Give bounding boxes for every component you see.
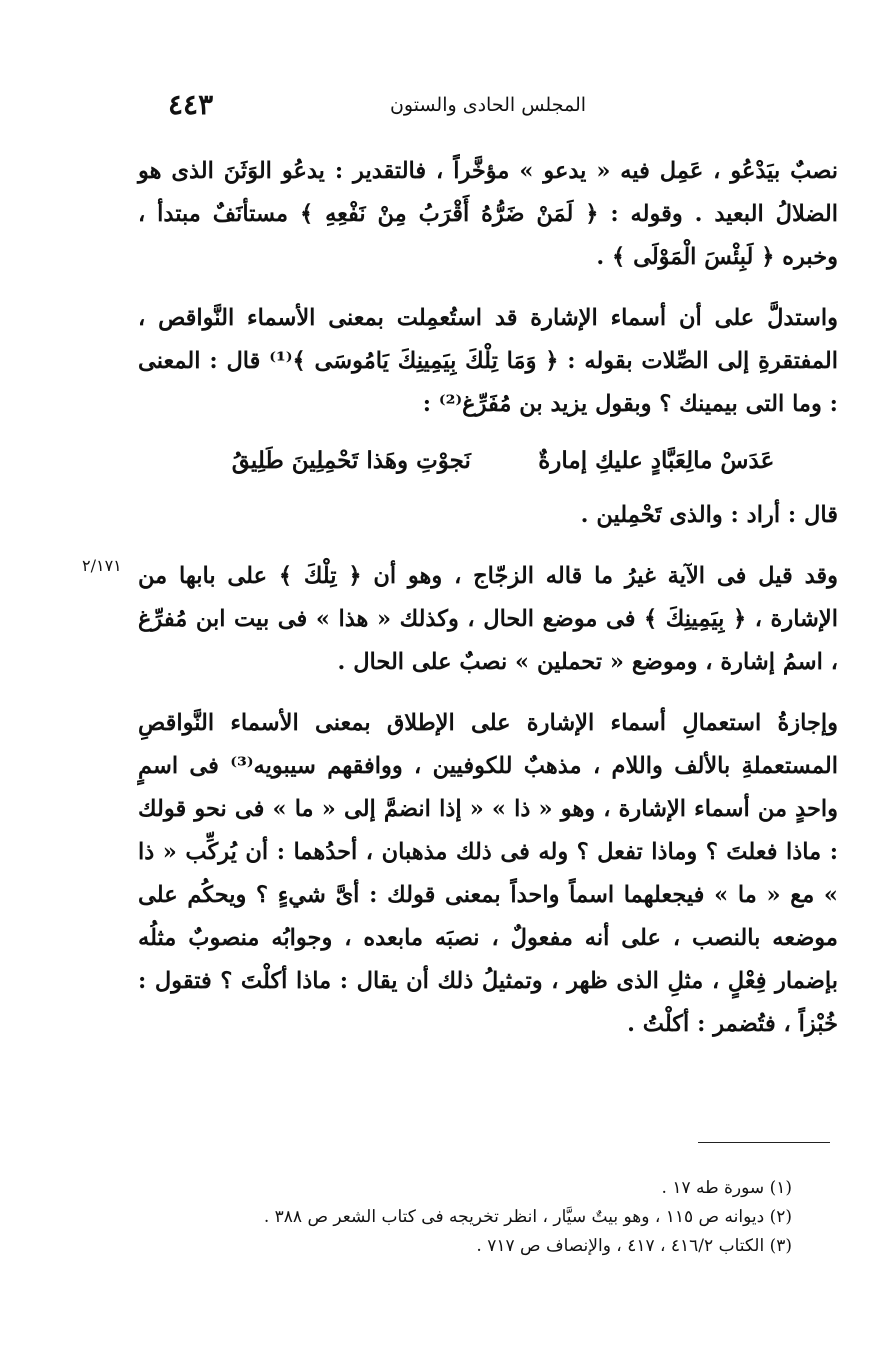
main-text [138,150,838,1046]
running-header [138,88,838,128]
poem-verse [198,438,808,484]
footnote-1: (١) سورة طه ١٧ . [661,1178,792,1198]
footnotes [138,1174,792,1261]
paragraph-3: قال : أراد : والذى تَحْمِلين . [580,502,838,528]
paragraph-1: نصبٌ بيَدْعُو ، عَمِل فيه « يدعو » مؤخَّراً ، فالتقدير : يدعُو الوَثَنَ الذى هو الضلالُ البعيد . وقوله : ﴿ لَمَنْ ضَرُّهُ أَقْرَبُ مِنْ نَفْعِهِ ﴾ مستأنَفٌ مبتدأ ، وخبره ﴿ لَبِئْسَ الْمَوْلَى ﴾ . [138,158,838,270]
paragraph-5: وإجازةُ استعمالِ أسماء الإشارة على الإطلاق بمعنى الأسماء النَّواقصِ المستعملةِ بالألف واللام ، مذهبٌ للكوفيين ، ووافقهم سيبويه⁽³⁾ فى اسمٍ واحدٍ من أسماء الإشارة ، وهو « ذا » « إذا انضمَّ إلى « ما » فى نحو قولك : ماذا فعلتَ ؟ وماذا تفعل ؟ وله فى ذلك مذهبان ، أحدُهما : أن يُركِّب « ذا » مع « ما » فيجعلهما اسماً واحداً بمعنى قولك : أىَّ شيءٍ ؟ ويحكُم على موضعه بالنصب ، على أنه مفعولٌ ، نصبَه مابعده ، وجوابُه منصوبٌ مثلُه بإضمار فِعْلٍ ، مثلِ الذى ظهر ، وتمثيلُ ذلك أن يقال : ماذا أكلْتَ ؟ فتقول : خُبْزاً ، فتُضمر : أكلْتُ . [138,710,838,1037]
footnote-3: (٣) الكتاب ٤١٦/٢ ، ٤١٧ ، والإنصاف ص ٧١٧ . [476,1236,792,1256]
paragraph-4: وقد قيل فى الآية غيرُ ما قاله الزجّاج ، وهو أن ﴿ تِلْكَ ﴾ على بابها من الإشارة ، ﴿ بِيَمِينِكَ ﴾ فى موضع الحال ، وكذلك « هذا » فى بيت ابن مُفرِّغ ، اسمُ إشارة ، وموضع « تحملين » نصبٌ على الحال . [138,563,838,675]
footnote-2: (٢) ديوانه ص ١١٥ ، وهو بيتٌ سيَّار ، انظر تخريجه فى كتاب الشعر ص ٣٨٨ . [263,1207,792,1227]
chapter-title: المجلس الحادى والستون [389,94,587,116]
footnote-divider [698,1142,830,1143]
paragraph-2: واستدلَّ على أن أسماء الإشارة قد استُعمِلت بمعنى الأسماء النَّواقص ، المفتقرةِ إلى الصِّلات بقوله : ﴿ وَمَا تِلْكَ بِيَمِينِكَ يَامُوسَى ﴾⁽¹⁾ قال : المعنى : وما التى بيمينك ؟ وبقول يزيد بن مُفَرِّغ⁽²⁾ : [138,305,839,417]
page-number: ٤٤٣ [168,88,214,121]
margin-reference: ٢/١٧١ [82,556,122,575]
verse-first-hemistich: عَدَسْ مالِعَبَّادٍ عليكِ إمارةٌ [538,447,775,474]
verse-second-hemistich: نَجوْتِ وهَذا تَحْمِلِينَ طَلِيقُ [231,447,471,474]
